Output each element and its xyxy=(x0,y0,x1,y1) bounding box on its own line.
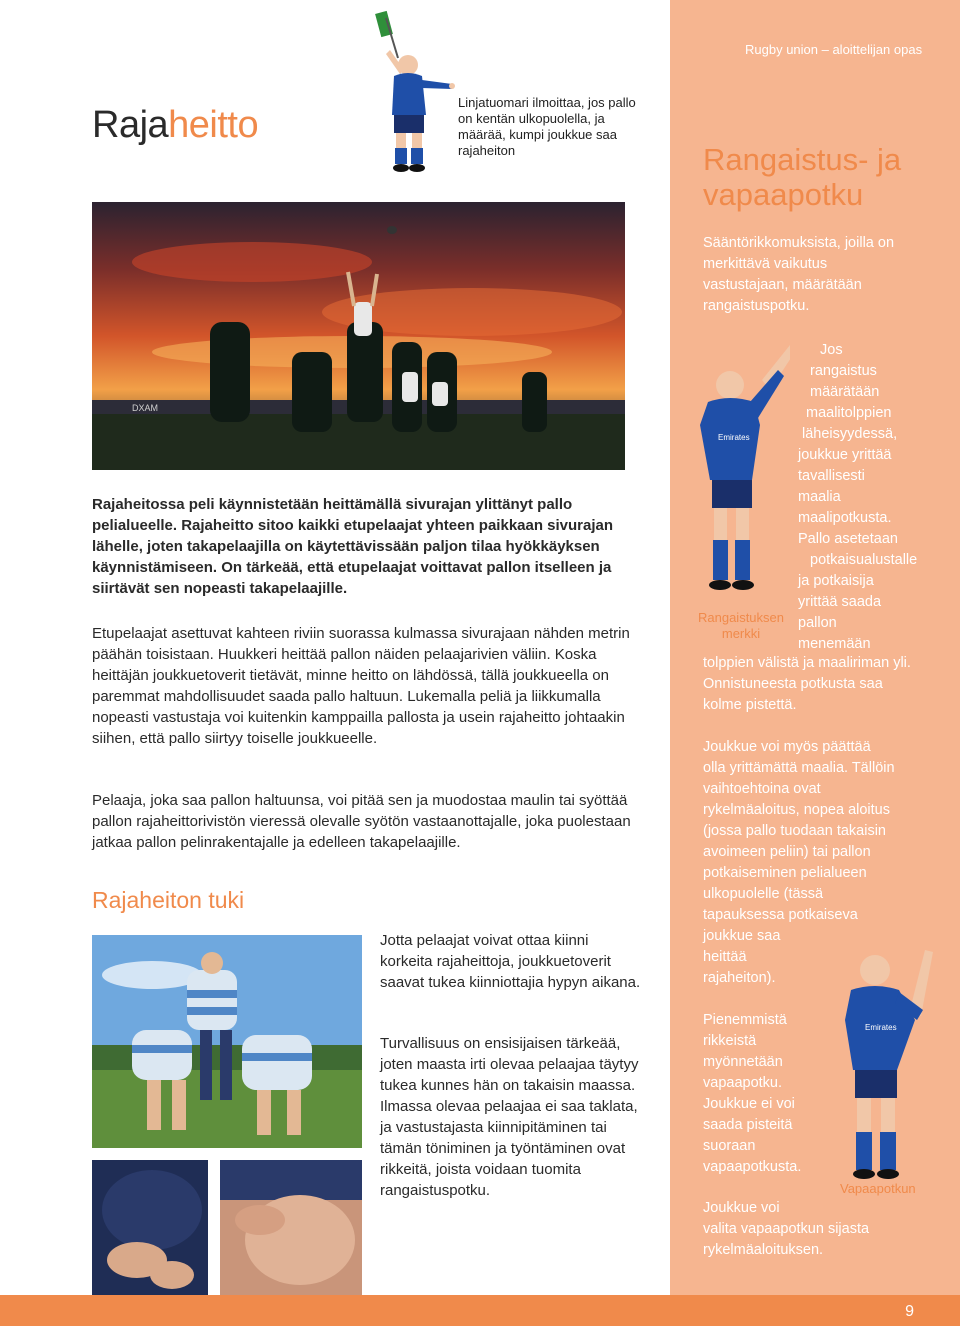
penalty-line: menemään xyxy=(798,636,871,652)
final-line: Joukkue voi xyxy=(703,1200,780,1216)
scrum-line: joukkue saa xyxy=(703,928,781,944)
scrum-line: olla yrittämättä maalia. Tällöin xyxy=(703,760,895,776)
page-title xyxy=(92,104,258,147)
free-line: vapaapotku. xyxy=(703,1075,783,1091)
penalty-line: Jos xyxy=(820,342,843,358)
lineout-paragraph-3: Pelaaja, joka saa pallon haltuunsa, voi pitää sen ja muodostaa maulin tai syöttää pallon rajaheittorivistön vieressä olevalle syötön vastaanottajalle, joka puolestaan jatkaa pallon pelinrakentajalle ja edelleen takapelaajille. xyxy=(92,792,631,851)
penalty-caption-line-2: merkki xyxy=(721,626,761,641)
free-kick-text xyxy=(703,1010,833,1178)
penalty-line: läheisyydessä, xyxy=(802,426,898,442)
footer-bar xyxy=(0,1295,960,1326)
support-subheading: Rajaheiton tuki xyxy=(92,887,245,913)
final-text xyxy=(703,1198,933,1261)
penalty-line: yrittää saada xyxy=(798,594,882,610)
lifting-support-photo xyxy=(92,935,362,1148)
intro-bold-text: Rajaheitossa peli käynnistetään heittämällä sivurajan ylittänyt pallo pelialueelle. Rajaheitto sitoo kaikki etupelaajat yhteen paikkaan sivurajan lähelle, joten takapelaajilla on käytettävissään paljon tilaa hyökkäyksen käynnistämiseen. On tärkeää, että etupelaajat voittavat pallon itselleen ja siirtävät sen nopeasti takapelaajille. xyxy=(92,496,614,597)
grip-detail-photo-2 xyxy=(220,1160,362,1295)
free-line: rikkeistä xyxy=(703,1033,757,1049)
free-line: myönnetään xyxy=(703,1054,783,1070)
scrum-line: tapauksessa potkaiseva xyxy=(703,907,858,923)
penalty-caption-line-1: Rangaistuksen xyxy=(698,610,784,625)
sidebar-title: Rangaistus- ja vapaapotku xyxy=(703,142,902,212)
penalty-line: tavallisesti xyxy=(798,468,865,484)
touch-judge-illustration xyxy=(360,10,455,175)
scrum-line: Joukkue voi myös päättää xyxy=(703,739,871,755)
scrum-line: (jossa pallo tuodaan takaisin xyxy=(703,823,886,839)
referee-free-kick-illustration xyxy=(815,940,940,1185)
free-line: suoraan xyxy=(703,1138,756,1154)
scrum-line: vaihtoehtoina ovat xyxy=(703,781,821,797)
scrum-line: heittää xyxy=(703,949,747,965)
scoreboard-text: DXAM xyxy=(132,403,159,413)
final-line: rykelmäaloituksen. xyxy=(703,1242,824,1258)
grip-detail-photo-1 xyxy=(92,1160,208,1295)
free-kick-caption: Vapaapotkun xyxy=(840,1181,916,1196)
penalty-text-wrapped xyxy=(798,340,943,655)
penalty-line: rangaistus xyxy=(810,363,877,379)
title-part-1: Raja xyxy=(92,104,169,146)
free-line: Joukkue ei voi xyxy=(703,1096,795,1112)
penalty-text-end: tolppien välistä ja maaliriman yli. Onnistuneesta potkusta saa kolme pistettä. xyxy=(703,655,911,713)
scrum-line: potkaiseminen pelialueen xyxy=(703,865,867,881)
scrum-line: ulkopuolelle (tässä xyxy=(703,886,824,902)
scrum-line: avoimeen peliin) tai pallon xyxy=(703,844,871,860)
lineout-photo xyxy=(92,202,625,470)
lineout-paragraph-2: Etupelaajat asettuvat kahteen riviin suorassa kulmassa sivurajaan nähden metrin päähän toisistaan. Huukkeri heittää pallon näiden pelaajarivien väliin. Koska heittäjän joukkuetoverit tietävät, minne heitto on lähdössä, tällä joukkueella on paremmat mahdollisuudet saada pallo haltuun. Lukemalla peliä ja liikkumalla nopeasti vastustaja voi kuitenkin kamppailla pallosta ja usein rajaheitto johtaakin siihen, että pallo siirtyy toiselle joukkueelle. xyxy=(92,625,630,747)
penalty-line: potkaisualustalle xyxy=(810,552,918,568)
support-paragraph-2: Turvallisuus on ensisijaisen tärkeää, joten maasta irti olevaa pelaajaa täytyy tukea kunnes hän on takaisin maassa. Ilmassa olevaa pelaajaa ei saa taklata, ja vastustajasta kiinnipitäminen tai tämän töniminen ja työntäminen ovat rikkeitä, joista voidaan tuomita rangaistuspotku. xyxy=(380,1035,639,1199)
scrum-line: rykelmäaloitus, nopea aloitus xyxy=(703,802,890,818)
guide-header: Rugby union – aloittelijan opas xyxy=(745,42,923,57)
sidebar-intro: Sääntörikkomuksista, joilla on merkittävä vaikutus vastustajaan, määrätään rangaistuspotku. xyxy=(703,235,895,314)
shirt-text-1: Emirates xyxy=(718,433,750,442)
penalty-line: ja potkaisija xyxy=(798,573,874,589)
referee-penalty-illustration xyxy=(690,340,790,615)
penalty-line: maalia xyxy=(798,489,841,505)
penalty-line: maalipotkusta. xyxy=(798,510,892,526)
penalty-line: Pallo asetetaan xyxy=(798,531,898,547)
title-part-2: heitto xyxy=(168,104,259,146)
scrum-line: rajaheiton). xyxy=(703,970,776,986)
penalty-line: maalitolppien xyxy=(806,405,892,421)
penalty-signal-caption xyxy=(696,610,786,642)
final-line: valita vapaapotkun sijasta xyxy=(703,1221,870,1237)
page-number: 9 xyxy=(905,1303,914,1320)
penalty-line: pallon xyxy=(798,615,837,631)
free-line: saada pisteitä xyxy=(703,1117,793,1133)
free-line: vapaapotkusta. xyxy=(703,1159,802,1175)
free-line: Pienemmistä xyxy=(703,1012,787,1028)
shirt-text-2: Emirates xyxy=(865,1023,897,1032)
touch-judge-caption: Linjatuomari ilmoittaa, jos pallo on kentän ulkopuolella, ja määrää, kumpi joukkue saa rajaheiton xyxy=(458,95,636,158)
support-paragraph-1: Jotta pelaajat voivat ottaa kiinni korkeita rajaheittoja, joukkuetoverit saavat tukea kiinniottajia hypyn aikana. xyxy=(380,932,641,991)
penalty-line: määrätään xyxy=(810,384,880,400)
penalty-line: joukkue yrittää xyxy=(798,447,892,463)
